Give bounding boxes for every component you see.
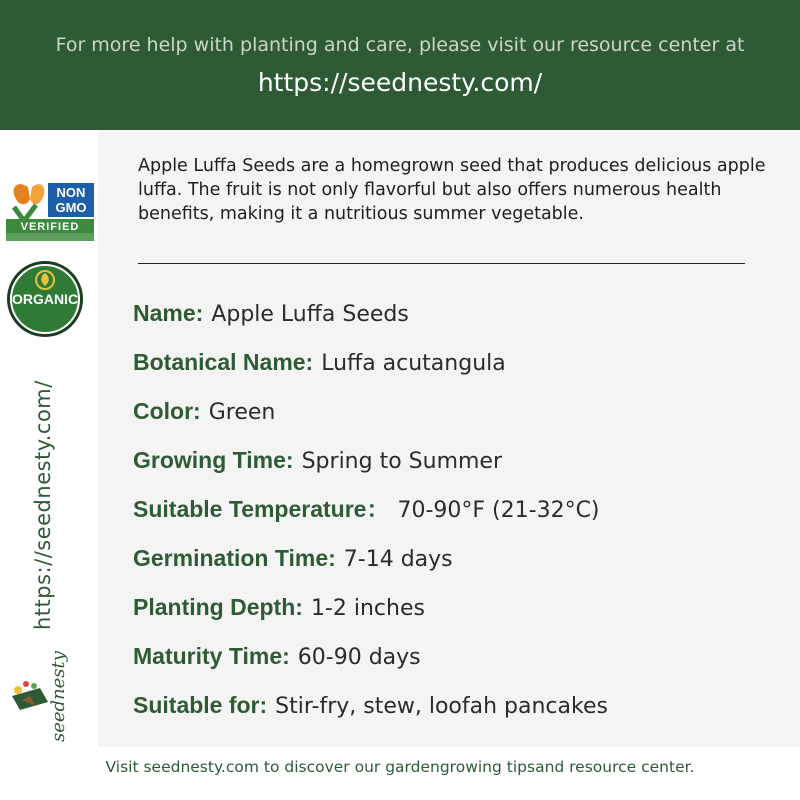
header-banner xyxy=(0,0,800,130)
attribute-row-maturity-time xyxy=(133,639,793,688)
product-description: Apple Luffa Seeds are a homegrown seed that produces delicious apple luffa. The fruit is not only flavorful but also offers numerous health benefits, making it a nutritious summer vegetable. xyxy=(138,156,766,224)
attribute-row-name xyxy=(133,296,793,345)
non-gmo-verified-badge xyxy=(6,177,94,241)
attribute-list xyxy=(133,296,793,737)
attribute-label: Maturity Time: xyxy=(133,643,290,669)
attribute-label: Planting Depth: xyxy=(133,594,303,620)
attribute-value: Luffa acutangula xyxy=(321,351,506,376)
badge-verified-text: VERIFIED xyxy=(20,221,80,233)
attribute-value: 70-90°F (21-32°C) xyxy=(397,498,600,523)
header-help-text: For more help with planting and care, please visit our resource center at xyxy=(55,34,745,56)
attribute-row-suitable-for xyxy=(133,688,793,737)
attribute-value: Apple Luffa Seeds xyxy=(211,302,409,327)
attribute-value: Spring to Summer xyxy=(301,449,503,474)
attribute-label: Suitable Temperature： xyxy=(133,496,390,522)
attribute-label: Germination Time: xyxy=(133,545,336,571)
attribute-label: Botanical Name: xyxy=(133,349,314,375)
attribute-label: Suitable for: xyxy=(133,692,268,718)
footer-text: Visit seednesty.com to discover our gardengrowing tipsand resource center. xyxy=(105,758,695,776)
divider xyxy=(138,263,745,264)
badge-gmo-text: GMO xyxy=(55,200,87,215)
attribute-value: 1-2 inches xyxy=(310,596,425,621)
attribute-value: Stir-fry, stew, loofah pancakes xyxy=(275,694,608,719)
sidebar xyxy=(0,130,98,750)
organic-badge xyxy=(6,260,84,338)
attribute-row-color xyxy=(133,394,793,443)
badge-non-text: NON xyxy=(56,185,86,200)
attribute-value: 60-90 days xyxy=(297,645,421,670)
seednesty-logo-word: seednesty xyxy=(48,651,69,742)
vertical-url-text: https://seednesty.com/ xyxy=(31,380,55,630)
attribute-label: Name: xyxy=(133,300,204,326)
header-url-link[interactable]: https://seednesty.com/ xyxy=(257,68,543,97)
content-panel xyxy=(98,130,800,747)
attribute-value: 7-14 days xyxy=(343,547,453,572)
attribute-label: Color: xyxy=(133,398,201,424)
attribute-row-temperature xyxy=(133,492,793,541)
attribute-row-germination-time xyxy=(133,541,793,590)
attribute-row-growing-time xyxy=(133,443,793,492)
attribute-value: Green xyxy=(208,400,276,425)
attribute-row-botanical-name xyxy=(133,345,793,394)
footer xyxy=(0,750,800,800)
organic-label: ORGANIC xyxy=(11,291,79,307)
attribute-label: Growing Time: xyxy=(133,447,294,473)
attribute-row-planting-depth xyxy=(133,590,793,639)
